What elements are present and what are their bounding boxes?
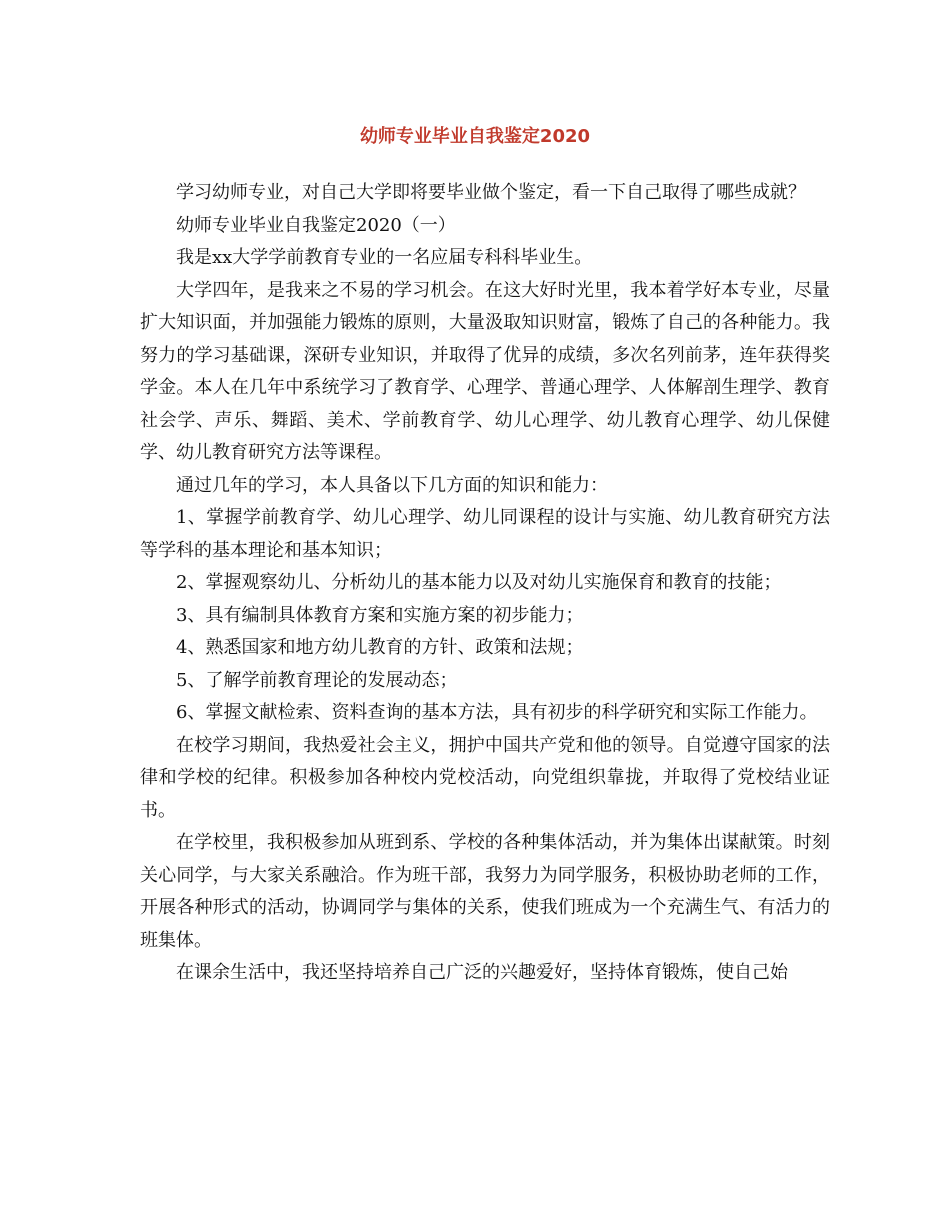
- list-item-1: 1、掌握学前教育学、幼儿心理学、幼儿同课程的设计与实施、幼儿教育研究方法等学科的基本理论和基本知识；: [140, 507, 830, 561]
- paragraph-self-intro: 我是xx大学学前教育专业的一名应届专科科毕业生。: [176, 247, 593, 268]
- list-item-5: 5、了解学前教育理论的发展动态；: [176, 669, 458, 691]
- paragraph-collective: 在学校里，我积极参加从班到系、学校的各种集体活动，并为集体出谋献策。时刻关心同学，与大家关系融洽。作为班干部，我努力为同学服务，积极协助老师的工作，开展各种形式的活动，协调同学与集体的关系，使我们班成为一个充满生气、有活力的班集体。: [140, 832, 830, 951]
- list-item-3: 3、具有编制具体教育方案和实施方案的初步能力；: [176, 604, 584, 626]
- paragraph-intro: 学习幼师专业，对自己大学即将要毕业做个鉴定，看一下自己取得了哪些成就？: [176, 182, 806, 203]
- paragraph-political: 在校学习期间，我热爱社会主义，拥护中国共产党和他的领导。自觉遵守国家的法律和学校的纪律。积极参加各种校内党校活动，向党组织靠拢，并取得了党校结业证书。: [140, 734, 830, 821]
- list-item-6: 6、掌握文献检索、资料查询的基本方法，具有初步的科学研究和实际工作能力。: [176, 702, 818, 723]
- paragraph-study: 大学四年，是我来之不易的学习机会。在这大好时光里，我本着学好本专业，尽量扩大知识面，并加强能力锻炼的原则，大量汲取知识财富，锻炼了自己的各种能力。我努力的学习基础课，深研专业知识，并取得了优异的成绩，多次名列前茅，连年获得奖学金。本人在几年中系统学习了教育学、心理学、普通心理学、人体解剖生理学、教育社会学、声乐、舞蹈、美术、学前教育学、幼儿心理学、幼儿教育心理学、幼儿保健学、幼儿教育研究方法等课程。: [140, 279, 830, 463]
- paragraph-abilities-lead: 通过几年的学习，本人具备以下几方面的知识和能力：: [176, 474, 608, 496]
- paragraph-hobbies: 在课余生活中，我还坚持培养自己广泛的兴趣爱好，坚持体育锻炼，使自己始: [176, 962, 788, 983]
- document-title: 幼师专业毕业自我鉴定2020: [359, 126, 591, 147]
- list-item-4: 4、熟悉国家和地方幼儿教育的方针、政策和法规；: [176, 637, 584, 658]
- list-item-2: 2、掌握观察幼儿、分析幼儿的基本能力以及对幼儿实施保育和教育的技能；: [176, 572, 782, 593]
- paragraph-section-heading: 幼师专业毕业自我鉴定2020（一）: [176, 214, 456, 236]
- document-body: [140, 177, 830, 990]
